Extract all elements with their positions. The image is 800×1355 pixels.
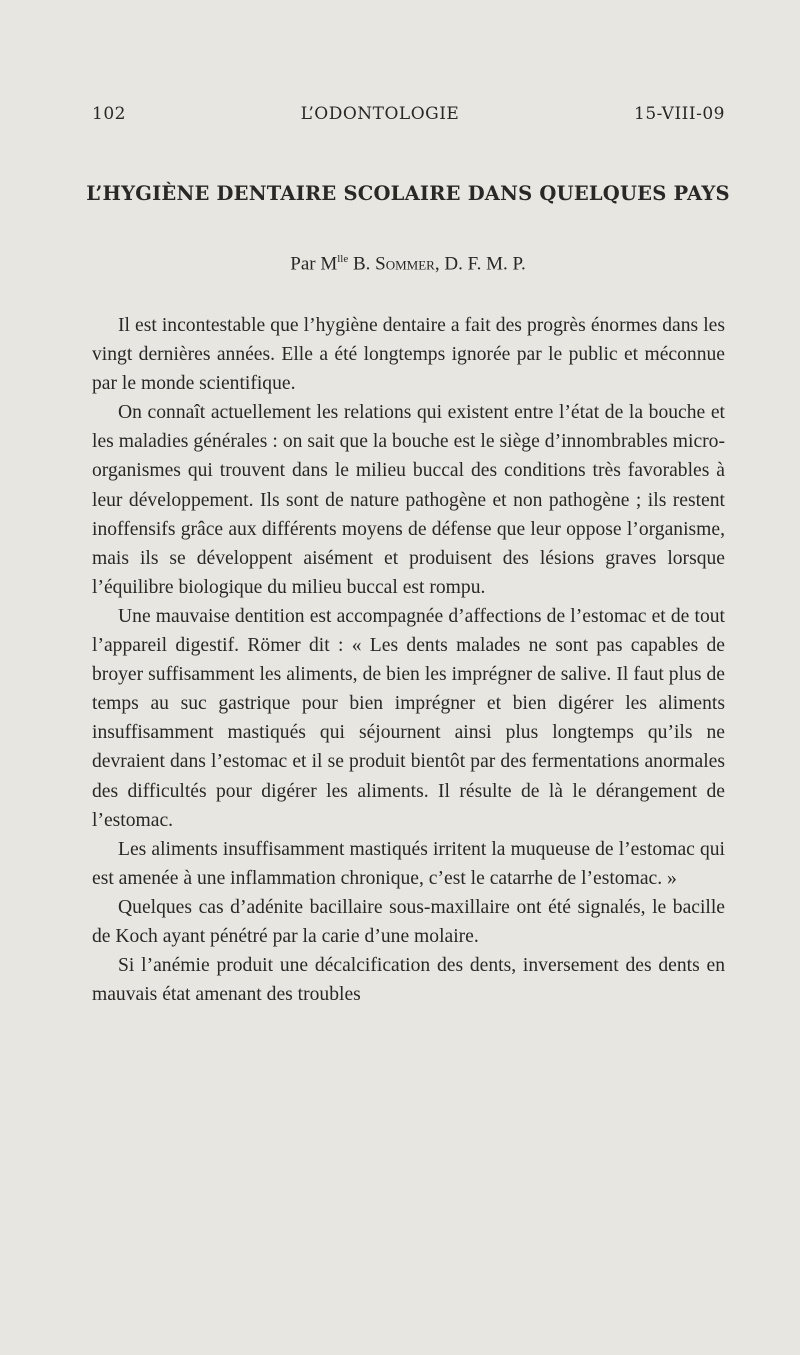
paragraph: Une mauvaise dentition est accompagnée d’affections de l’estomac et de tout l’appareil digestif. Römer dit : « Les dents malades ne sont pas capables de broyer suffisamment les aliments, de bien les imprégner de salive. Il faut plus de temps au suc gastrique pour bien imprégner et bien digérer les aliments insuffisamment mastiqués qui séjournent ainsi plus longtemps qu’ils ne devraient dans l’estomac et il se produit bientôt par des fermentations anormales des difficultés pour digérer les aliments. Il résulte de là le dérangement de l’estomac. [92,605,725,831]
paragraph: Quelques cas d’adénite bacillaire sous-maxillaire ont été signalés, le bacille de Koch ayant pénétré par la carie d’une molaire. [92,896,725,947]
issue-date: 15-VIII-09 [634,104,725,124]
running-head [92,104,725,124]
byline-sup: lle [337,253,349,265]
paragraph: Si l’anémie produit une décalcification des dents, inversement des dents en mauvais état amenant des troubles [92,955,725,1006]
article-title: L’HYGIÈNE DENTAIRE SCOLAIRE DANS QUELQUES PAYS [86,182,730,205]
article-byline [86,253,730,275]
byline-prefix: Par M [290,253,338,275]
page-number: 102 [92,104,126,124]
paragraph: On connaît actuellement les relations qui existent entre l’état de la bouche et les maladies générales : on sait que la bouche est le siège d’innombrables micro-organismes qui trouvent dans le milieu buccal des conditions très favorables à leur développement. Ils sont de nature pathogène et non pathogène ; ils restent inoffensifs grâce aux différents moyens de défense que leur oppose l’organisme, mais ils se développent aisément et produisent des lésions graves lorsque l’équilibre biologique du milieu buccal est rompu. [92,402,725,598]
byline-name: B. Sommer, D. F. M. P. [348,253,526,275]
article-body [92,311,725,1009]
paragraph: Les aliments insuffisamment mastiqués irritent la muqueuse de l’estomac qui est amenée à une inflammation chronique, c’est le catarrhe de l’estomac. » [92,838,725,889]
journal-title: L’ODONTOLOGIE [300,104,460,124]
paragraph: Il est incontestable que l’hygiène dentaire a fait des progrès énormes dans les vingt dernières années. Elle a été longtemps ignorée par le public et méconnue par le monde scientifique. [92,315,725,395]
